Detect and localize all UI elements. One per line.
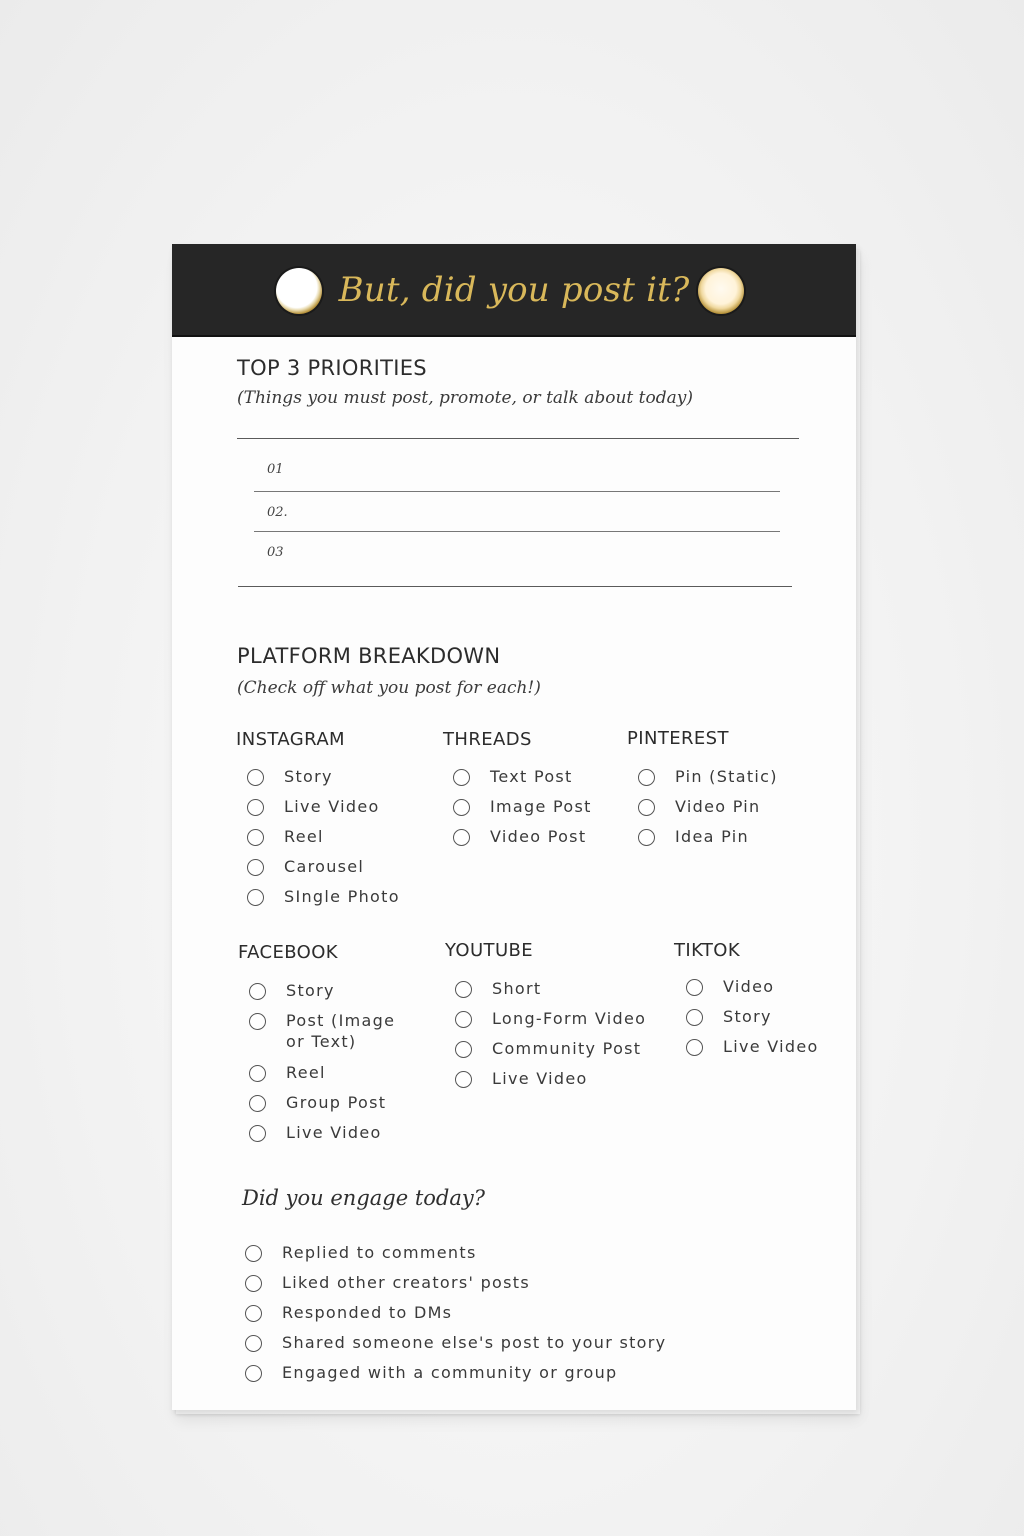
checkbox-circle-icon[interactable] (245, 1365, 262, 1382)
priority-number-2: 02. (267, 505, 288, 520)
priority-number-1: 01 (267, 462, 284, 477)
checkbox-circle-icon[interactable] (247, 769, 264, 786)
youtube-title: YOUTUBE (445, 940, 534, 961)
facebook-title: FACEBOOK (238, 942, 339, 963)
header-title: But, did you post it? (338, 270, 690, 310)
checkbox-circle-icon[interactable] (245, 1335, 262, 1352)
right-grommet-icon (698, 268, 744, 314)
priorities-top-rule (237, 438, 799, 439)
checkbox-circle-icon[interactable] (638, 769, 655, 786)
checkbox-circle-icon[interactable] (686, 1039, 703, 1056)
priority-line-1[interactable] (254, 491, 780, 492)
platforms-subtitle: (Check off what you post for each!) (237, 678, 541, 698)
checkbox-circle-icon[interactable] (453, 799, 470, 816)
checkbox-circle-icon[interactable] (247, 799, 264, 816)
priority-line-2[interactable] (254, 531, 780, 532)
instagram-title: INSTAGRAM (236, 729, 345, 750)
engage-title: Did you engage today? (242, 1186, 486, 1210)
checkbox-circle-icon[interactable] (455, 1011, 472, 1028)
checkbox-circle-icon[interactable] (247, 889, 264, 906)
checkbox-circle-icon[interactable] (245, 1305, 262, 1322)
checkbox-circle-icon[interactable] (453, 829, 470, 846)
checkbox-circle-icon[interactable] (249, 1013, 266, 1030)
checkbox-circle-icon[interactable] (686, 1009, 703, 1026)
checkbox-circle-icon[interactable] (249, 1065, 266, 1082)
checkbox-circle-icon[interactable] (455, 1071, 472, 1088)
priorities-bottom-rule (238, 586, 792, 587)
checkbox-circle-icon[interactable] (249, 983, 266, 1000)
checkbox-circle-icon[interactable] (638, 829, 655, 846)
checkbox-circle-icon[interactable] (249, 1095, 266, 1112)
priority-number-3: 03 (267, 545, 284, 560)
platforms-title: PLATFORM BREAKDOWN (237, 644, 501, 668)
threads-title: THREADS (443, 729, 532, 750)
checkbox-circle-icon[interactable] (249, 1125, 266, 1142)
checkbox-circle-icon[interactable] (245, 1245, 262, 1262)
checkbox-circle-icon[interactable] (686, 979, 703, 996)
checkbox-circle-icon[interactable] (453, 769, 470, 786)
pinterest-title: PINTEREST (627, 728, 729, 749)
checkbox-circle-icon[interactable] (245, 1275, 262, 1292)
checkbox-circle-icon[interactable] (247, 829, 264, 846)
tiktok-title: TIKTOK (674, 940, 741, 961)
pad-header (172, 244, 856, 337)
checkbox-circle-icon[interactable] (455, 1041, 472, 1058)
checkbox-circle-icon[interactable] (638, 799, 655, 816)
checkbox-circle-icon[interactable] (455, 981, 472, 998)
checkbox-circle-icon[interactable] (247, 859, 264, 876)
priorities-title: TOP 3 PRIORITIES (237, 356, 427, 380)
priorities-subtitle: (Things you must post, promote, or talk about today) (237, 388, 693, 408)
notepad: But, did you post it? TOP 3 PRIORITIES (Things you must post, promote, or talk about today) 01 02. 03 PLATFORM BREAKDOWN (Check off what you post for each!) INSTAGRAM Story Live Video Reel Carousel SIngle Photo THREADS Text Post Image Post Video Post PINTEREST Pin (Static) Video Pin Idea Pin FACEBOOK Story Post (Image or Text) Reel Group Post Live Video YOUTUBE Short Long-Form Video Community Post Live Video TIKTOK Video Story Live Video Did you engage today? Replied to comments Liked other creators' posts Responded to DMs Shared someone else's post to your story Engaged with a community or group (172, 244, 856, 1410)
